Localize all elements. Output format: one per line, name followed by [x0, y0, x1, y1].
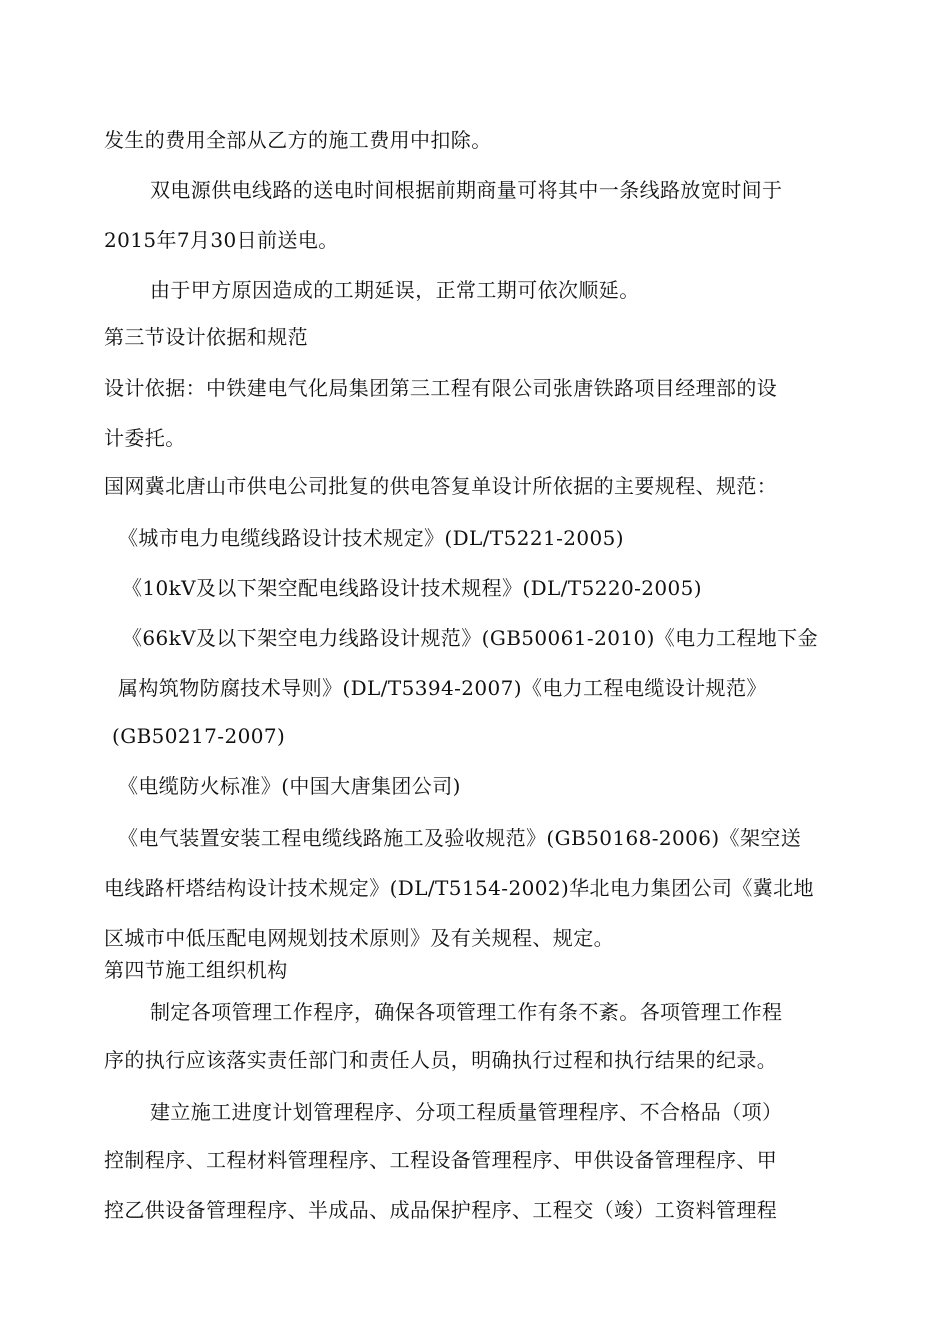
reference-line: 区城市中低压配电网规划技术原则》及有关规程、规定。: [104, 926, 614, 950]
section-heading: 第四节施工组织机构: [104, 958, 288, 982]
body-text-line: 2015年7月30日前送电。: [104, 228, 339, 252]
reference-line: 《城市电力电缆线路设计技术规定》(DL/T5221-2005): [118, 526, 624, 550]
body-text-line: 设计依据：中铁建电气化局集团第三工程有限公司张唐铁路项目经理部的设: [104, 376, 778, 400]
body-text-line: 控制程序、工程材料管理程序、工程设备管理程序、甲供设备管理程序、甲: [104, 1148, 778, 1172]
reference-line: 《电气装置安装工程电缆线路施工及验收规范》(GB50168-2006)《架空送: [118, 826, 802, 850]
reference-line: 《电缆防火标准》(中国大唐集团公司): [118, 774, 461, 798]
paragraph-first-line: 制定各项管理工作程序，确保各项管理工作有条不紊。各项管理工作程: [150, 1000, 783, 1024]
body-text-line: 计委托。: [104, 426, 186, 450]
reference-line: 《10kV及以下架空配电线路设计技术规程》(DL/T5220-2005): [122, 576, 702, 600]
reference-line: 属构筑物防腐技术导则》(DL/T5394-2007)《电力工程电缆设计规范》: [118, 676, 767, 700]
body-text-line: 控乙供设备管理程序、半成品、成品保护程序、工程交（竣）工资料管理程: [104, 1198, 778, 1222]
section-heading: 第三节设计依据和规范: [104, 325, 308, 349]
body-text-line: 发生的费用全部从乙方的施工费用中扣除。: [104, 128, 492, 152]
reference-line: (GB50217-2007): [112, 724, 286, 748]
body-text-line: 国网冀北唐山市供电公司批复的供电答复单设计所依据的主要规程、规范：: [104, 474, 778, 498]
reference-line: 《66kV及以下架空电力线路设计规范》(GB50061-2010)《电力工程地下金: [122, 626, 818, 650]
paragraph-first-line: 建立施工进度计划管理程序、分项工程质量管理程序、不合格品（项）: [150, 1100, 783, 1124]
reference-line: 电线路杆塔结构设计技术规定》(DL/T5154-2002)华北电力集团公司《冀北地: [104, 876, 814, 900]
body-text-line: 序的执行应该落实责任部门和责任人员，明确执行过程和执行结果的纪录。: [104, 1048, 778, 1072]
paragraph-first-line: 双电源供电线路的送电时间根据前期商量可将其中一条线路放宽时间于: [150, 178, 783, 202]
paragraph-first-line: 由于甲方原因造成的工期延误，正常工期可依次顺延。: [150, 278, 640, 302]
